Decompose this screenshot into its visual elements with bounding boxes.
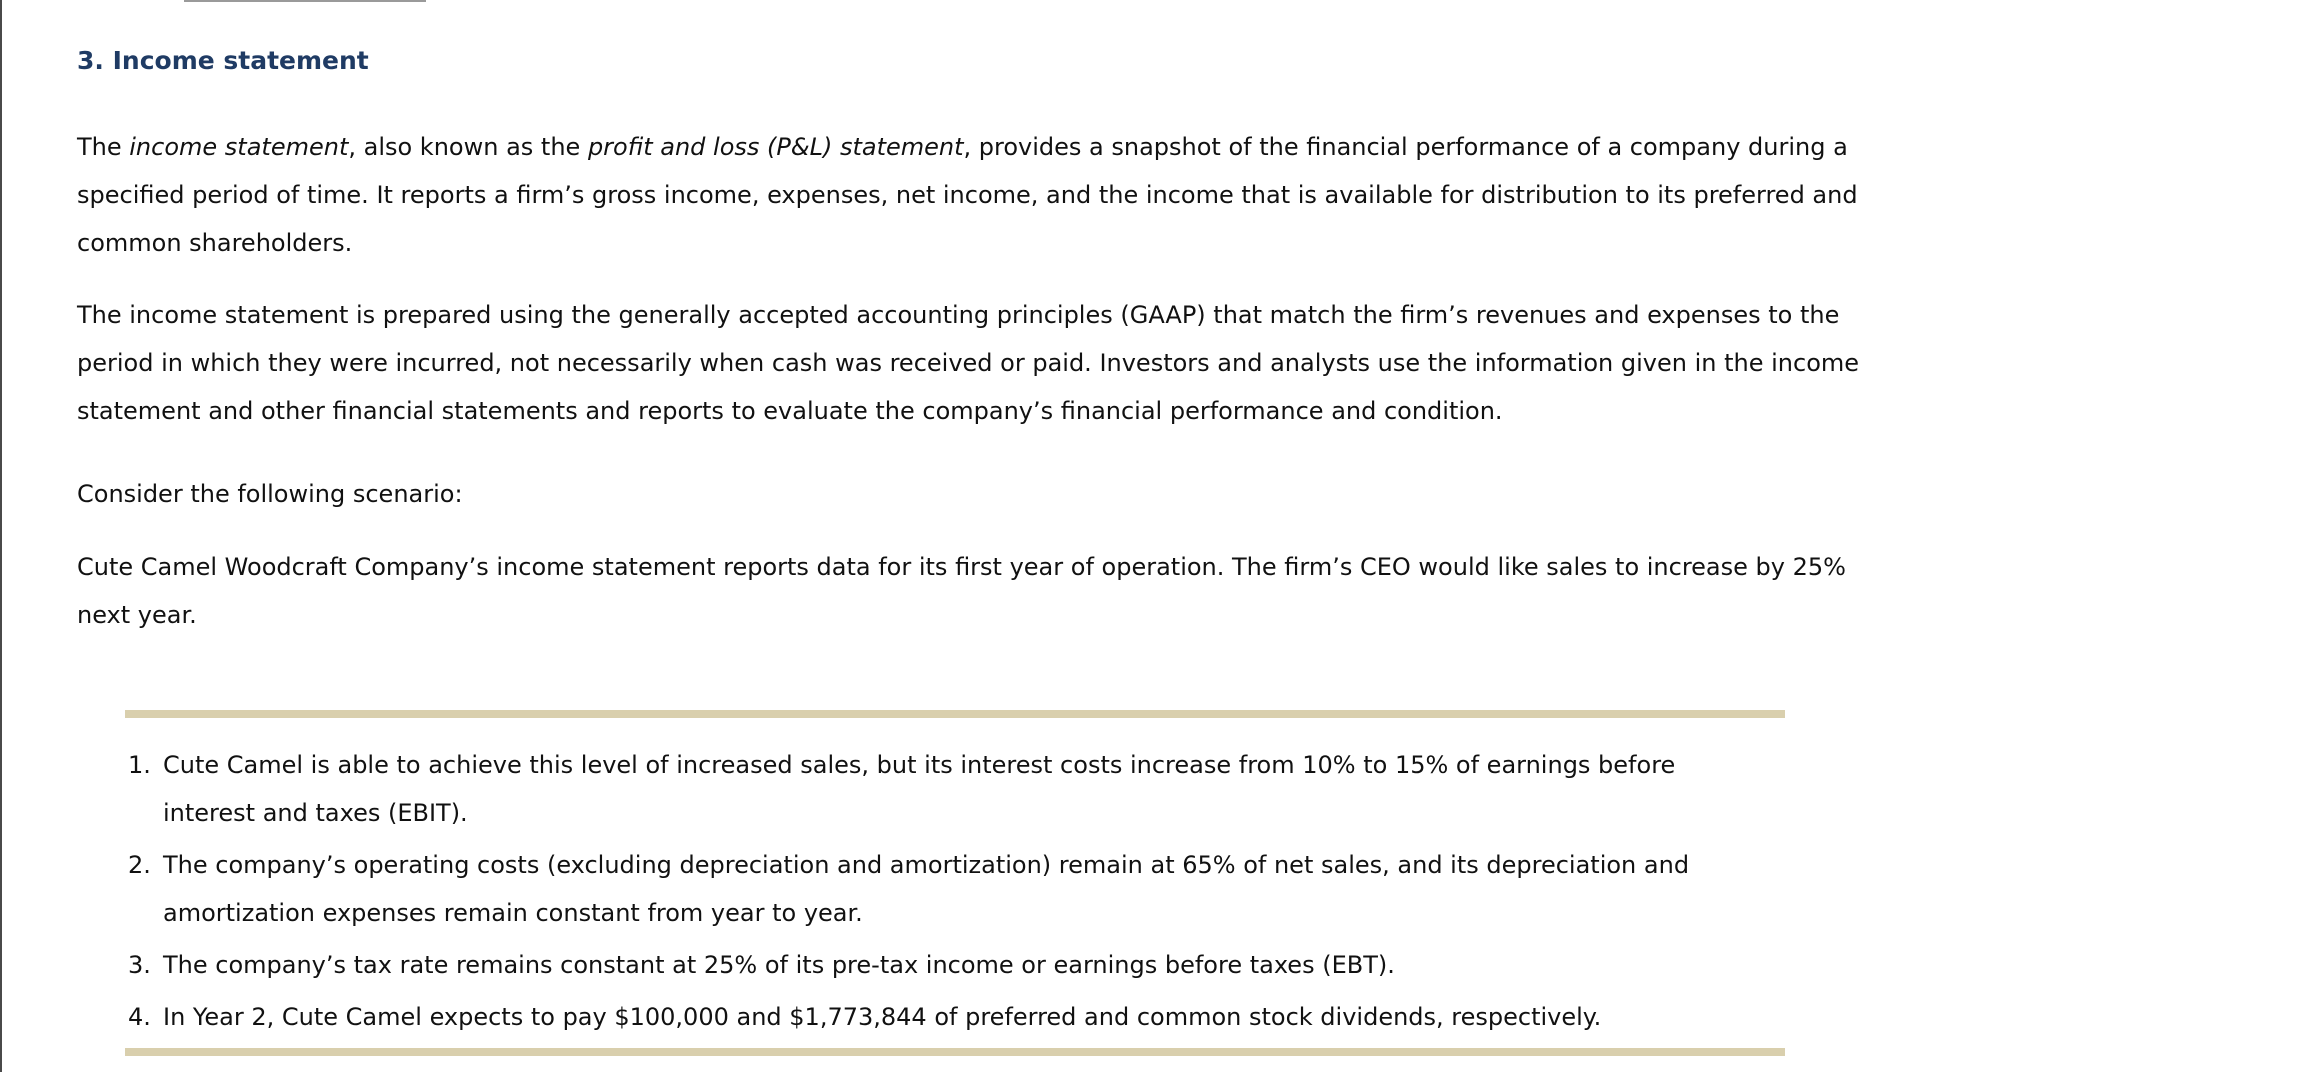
p1-pre: The [77,133,130,161]
section-title: 3. Income statement [77,46,369,75]
scenario-lead: Consider the following scenario: [77,480,463,508]
list-item-text: The company’s tax rate remains constant at 25% of its pre-tax income or earnings before taxes (EBT). [163,951,1395,979]
assumptions-box [125,710,1785,1056]
list-item [125,993,1753,1041]
list-item-text: The company’s operating costs (excluding depreciation and amortization) remain at 65% of net sales, and its depreciation and amortization expenses remain constant from year to year. [163,851,1690,927]
intro-paragraph-2: The income statement is prepared using the generally accepted accounting principles (GAAP) that match the firm’s revenues and expenses to the period in which they were incurred, not necessarily when cash was received or paid. Investors and analysts use the information given in the income statement and other financial statements and reports to evaluate the company’s financial performance and condition. [77,301,1860,425]
term-income-statement: income statement [129,133,349,161]
intro-paragraph-1 [77,123,1892,267]
p1-mid: , also known as the [348,133,588,161]
p1-post: , provides a snapshot of the financial performance of a company during a specified period of time. It reports a firm’s gross income, expenses, net income, and the income that is available for distribution to its preferred and common shareholders. [77,133,1858,257]
assumptions-list [125,741,1765,1045]
top-divider [184,0,426,2]
list-item [125,741,1753,837]
list-item-text: Cute Camel is able to achieve this level of increased sales, but its interest costs increase from 10% to 15% of earnings before interest and taxes (EBIT). [163,751,1676,827]
page-left-border [0,0,2,1072]
list-item [125,941,1753,989]
scenario-description: Cute Camel Woodcraft Company’s income statement reports data for its first year of operation. The firm’s CEO would like sales to increase by 25% next year. [77,553,1846,629]
list-item [125,841,1753,937]
term-pl-statement: profit and loss (P&L) statement [587,133,964,161]
list-item-number: 3. [128,951,151,979]
list-item-number: 1. [128,751,151,779]
list-item-number: 4. [128,1003,151,1031]
list-item-number: 2. [128,851,151,879]
list-item-text: In Year 2, Cute Camel expects to pay $100,000 and $1,773,844 of preferred and common stock dividends, respectively. [163,1003,1602,1031]
